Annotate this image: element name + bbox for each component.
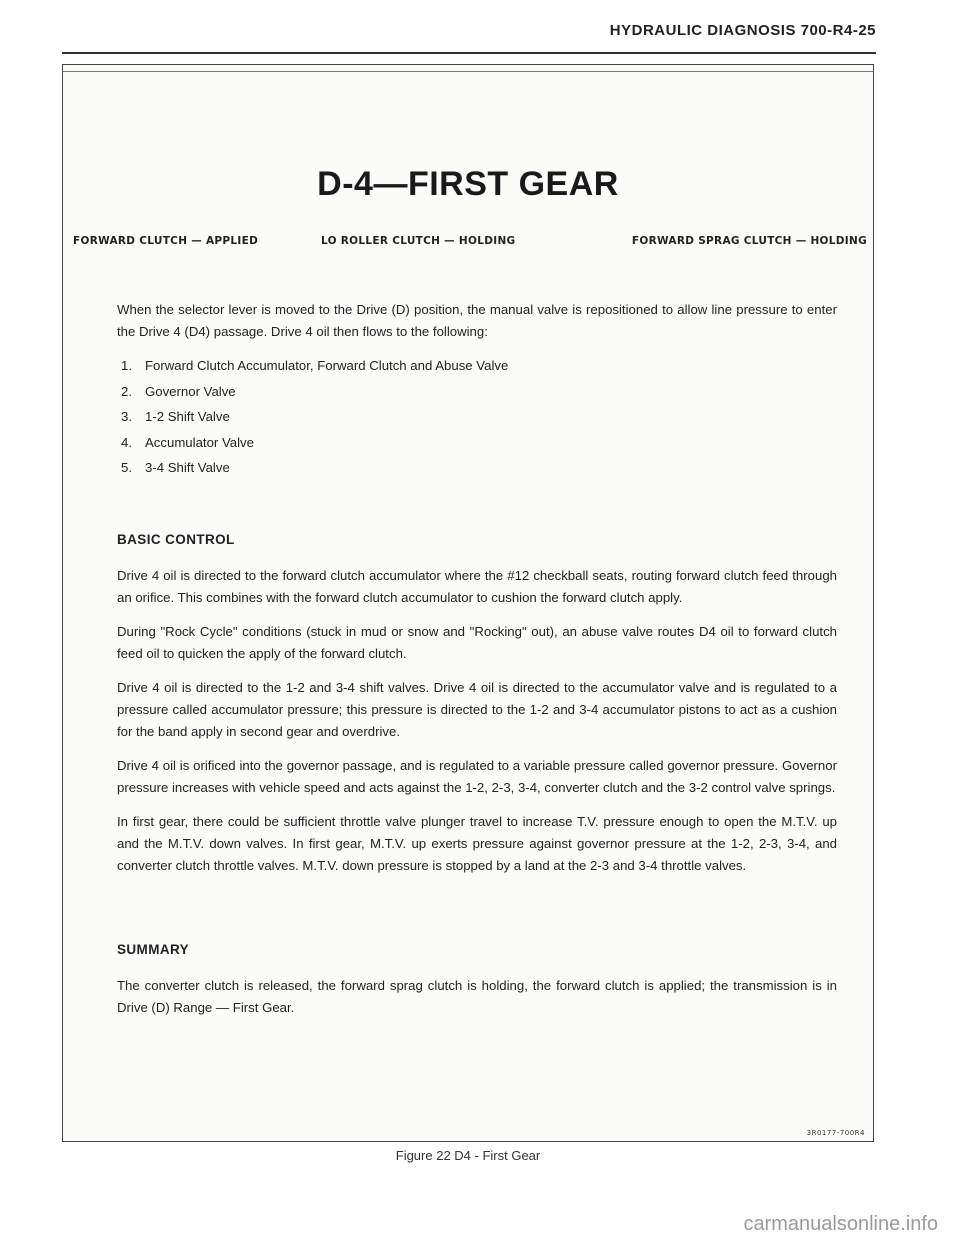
list-item: 1. Forward Clutch Accumulator, Forward Clutch and Abuse Valve: [121, 358, 509, 373]
list-item: 3. 1-2 Shift Valve: [121, 409, 230, 424]
basic-control-heading: BASIC CONTROL: [117, 532, 235, 547]
running-header: HYDRAULIC DIAGNOSIS 700-R4-25: [609, 22, 876, 39]
figure-title: D-4—FIRST GEAR: [317, 165, 619, 203]
list-item: 2. Governor Valve: [121, 383, 236, 399]
basic-control-paragraph: Drive 4 oil is orificed into the governor passage, and is regulated to a variable pressure called governor pressure. Governor pressure increases with vehicle speed and acts against the 1-2, 2-3, 3-4, converter clutch and the 3-2 control valve springs.: [117, 758, 837, 795]
basic-control-paragraph: During "Rock Cycle" conditions (stuck in mud or snow and "Rocking" out), an abuse valve routes D4 oil to forward clutch feed oil to quicken the apply of the forward clutch.: [117, 624, 837, 661]
status-forward-sprag-clutch: FORWARD SPRAG CLUTCH — HOLDING: [631, 235, 867, 247]
watermark: carmanualsonline.info: [743, 1213, 938, 1235]
summary-paragraph: The converter clutch is released, the forward sprag clutch is holding, the forward clutch is applied; the transmission is in Drive (D) Range — First Gear.: [117, 978, 837, 1015]
header-rule: [62, 52, 876, 54]
basic-control-paragraph: Drive 4 oil is directed to the 1-2 and 3-4 shift valves. Drive 4 oil is directed to the accumulator valve and is regulated to a pressure called accumulator pressure; this pressure is directed to the 1-2 and 3-4 accumulator pistons to act as a cushion for the band apply in second gear and overdrive.: [117, 680, 837, 739]
flow-list: [117, 355, 837, 479]
clutch-status-row: [63, 235, 873, 255]
status-forward-clutch: FORWARD CLUTCH — APPLIED: [73, 235, 259, 247]
figure-code: 3R0177-700R4: [806, 1129, 865, 1137]
list-item: 5. 3-4 Shift Valve: [121, 460, 230, 475]
figure-frame: [62, 64, 874, 1142]
basic-control-paragraph: Drive 4 oil is directed to the forward clutch accumulator where the #12 checkball seats, routing forward clutch feed through an orifice. This combines with the forward clutch accumulator to cushion the forward clutch apply.: [117, 568, 837, 605]
inner-top-rule: [63, 71, 873, 72]
status-lo-roller-clutch: LO ROLLER CLUTCH — HOLDING: [321, 235, 516, 247]
basic-control-paragraph: In first gear, there could be sufficient throttle valve plunger travel to increase T.V. pressure enough to open the M.T.V. up and the M.T.V. down valves. In first gear, M.T.V. up exerts pressure against governor pressure at the 1-2, 2-3, 3-4, and converter clutch throttle valves. M.T.V. down pressure is stopped by a land at the 2-3 and 3-4 throttle valves.: [117, 814, 837, 873]
list-item: 4. Accumulator Valve: [121, 434, 254, 450]
intro-paragraph: When the selector lever is moved to the Drive (D) position, the manual valve is repositioned to allow line pressure to enter the Drive 4 (D4) passage. Drive 4 oil then flows to the following:: [117, 302, 837, 339]
figure-caption: Figure 22 D4 - First Gear: [395, 1148, 541, 1163]
body-text: [117, 299, 837, 1031]
summary-heading: SUMMARY: [117, 942, 190, 957]
